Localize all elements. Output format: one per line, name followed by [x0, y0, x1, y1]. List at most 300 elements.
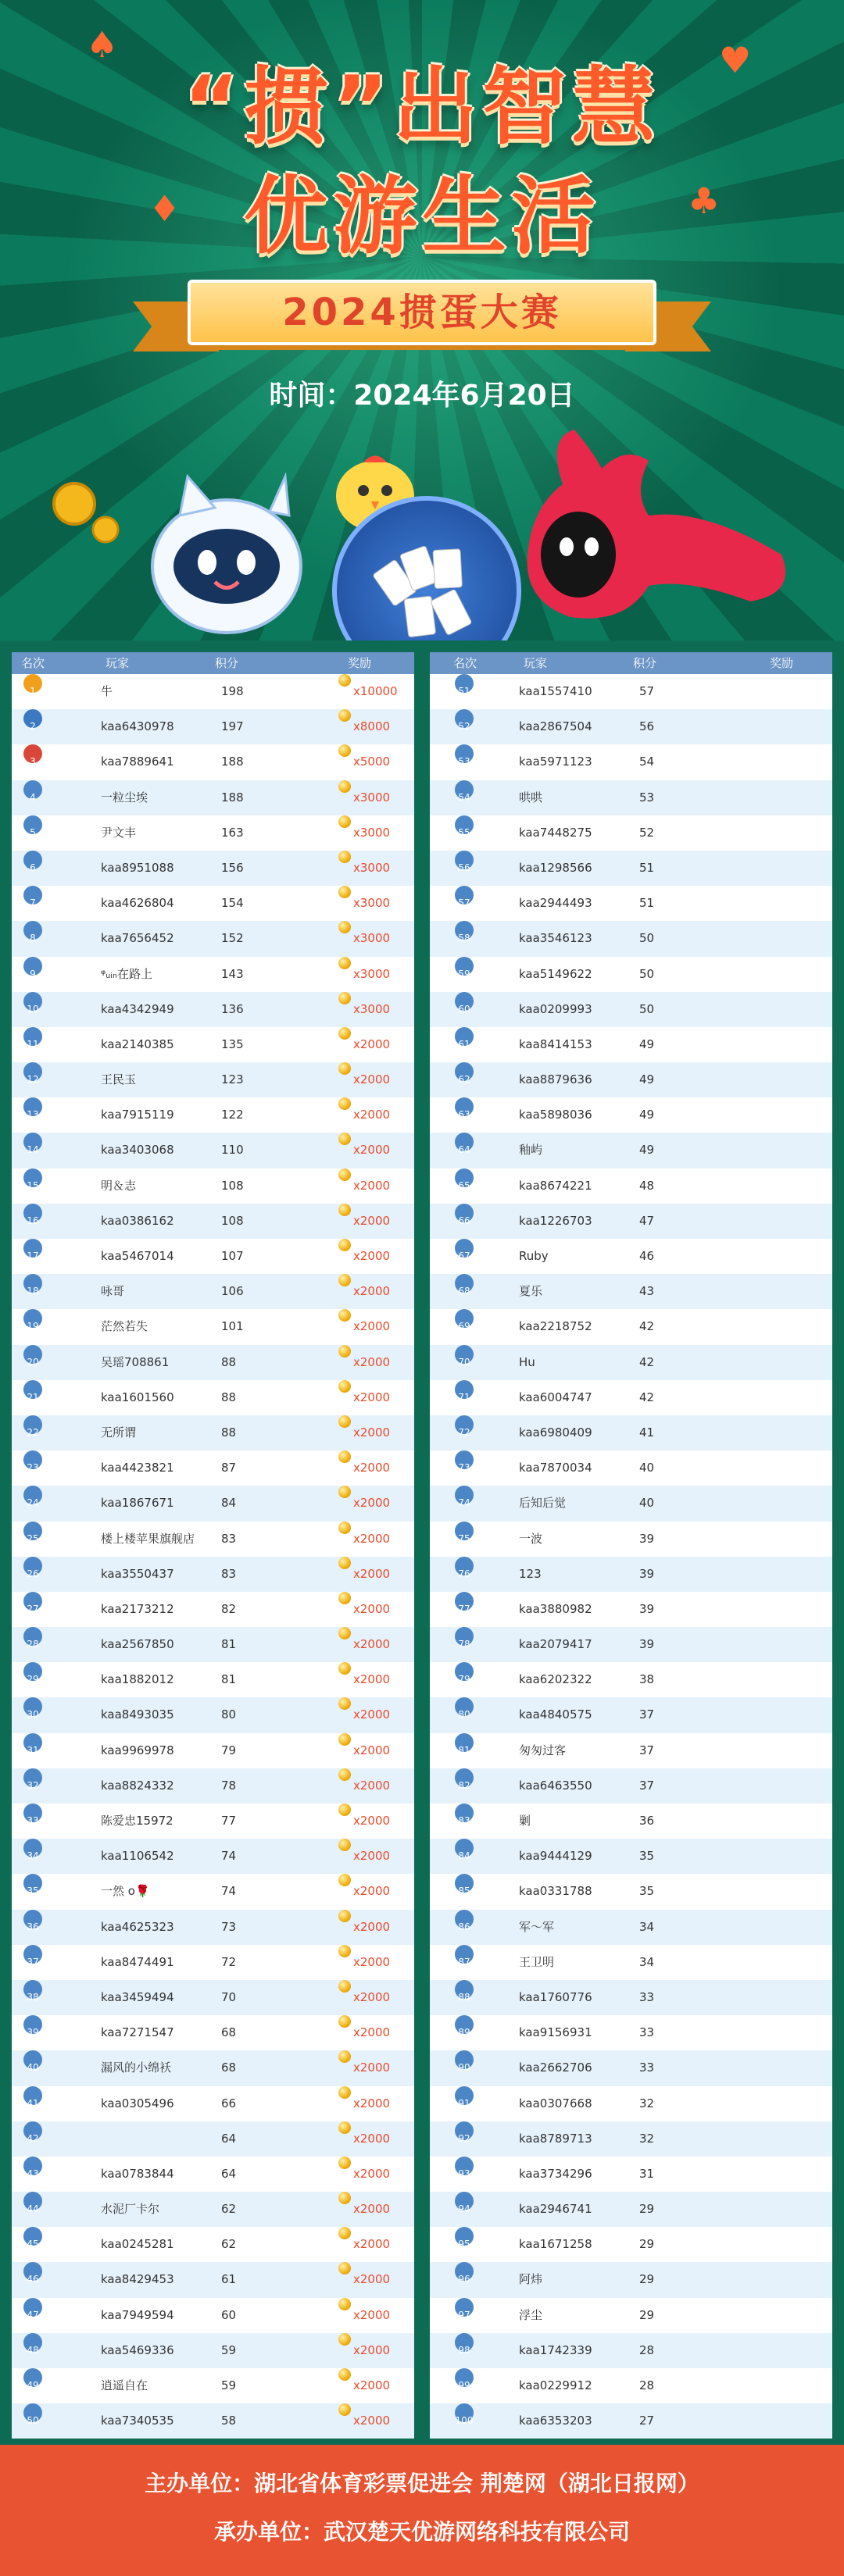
- table-row: [430, 1486, 832, 1521]
- table-row: [12, 2227, 414, 2262]
- score: 48: [639, 1178, 655, 1193]
- reward-amount: x2000: [353, 1496, 391, 1511]
- reward-amount: x2000: [353, 2096, 391, 2110]
- coin-icon: [338, 2121, 351, 2134]
- reward-amount: x2000: [353, 1390, 391, 1404]
- score: 27: [639, 2414, 655, 2428]
- score: 136: [221, 1001, 244, 1016]
- player-name: 咏哥: [101, 1284, 125, 1299]
- coin-icon: [338, 815, 351, 828]
- score: 54: [639, 755, 655, 769]
- player-name: kaa2944493: [519, 896, 592, 911]
- table-header: [430, 652, 832, 674]
- player-name: kaa4423821: [101, 1461, 174, 1475]
- rank-badge: 84: [455, 1839, 474, 1857]
- rank-badge: 65: [455, 1168, 474, 1187]
- player-name: 一波: [519, 1531, 543, 1546]
- coin-icon: [338, 992, 351, 1004]
- player-name: kaa0307668: [519, 2096, 592, 2110]
- reward-amount: x2000: [353, 1989, 391, 2004]
- reward-amount: x2000: [353, 2378, 391, 2392]
- player-name: 哄哄: [519, 790, 543, 805]
- table-row: [12, 2086, 414, 2121]
- reward-amount: x2000: [353, 2202, 391, 2217]
- player-name: 楼上楼苹果旗舰店: [101, 1531, 195, 1546]
- reward-amount: x2000: [353, 2307, 391, 2322]
- rank-badge: 24: [23, 1486, 42, 1504]
- score: 74: [221, 1849, 237, 1864]
- table-row: [430, 1274, 832, 1309]
- reward-amount: x2000: [353, 1707, 391, 1722]
- rank-badge: 36: [23, 1910, 42, 1928]
- table-row: [430, 1239, 832, 1274]
- reward-amount: x2000: [353, 1249, 391, 1263]
- player-name: kaa7656452: [101, 931, 174, 946]
- score: 64: [221, 2131, 237, 2146]
- player-name: 夏乐: [519, 1284, 543, 1299]
- rank-badge: 6: [23, 851, 42, 869]
- header-player: 玩家: [106, 656, 130, 670]
- player-name: kaa3880982: [519, 1601, 592, 1616]
- score: 34: [639, 1919, 655, 1934]
- rank-badge: 88: [455, 1980, 474, 1999]
- rank-badge: 92: [455, 2121, 474, 2140]
- table-row: [430, 2050, 832, 2085]
- score: 60: [221, 2307, 237, 2322]
- table-row: [12, 851, 414, 886]
- rank-badge: 11: [23, 1027, 42, 1046]
- score: 49: [639, 1036, 655, 1051]
- coin-icon: [338, 1697, 351, 1710]
- rank-badge: 51: [455, 674, 474, 693]
- score: 37: [639, 1778, 655, 1793]
- table-row: [12, 1768, 414, 1804]
- score: 143: [221, 966, 244, 981]
- table-row: [430, 1380, 832, 1415]
- banner: [0, 0, 844, 640]
- rank-badge: 47: [23, 2298, 42, 2317]
- table-row: [430, 1980, 832, 2015]
- coin-icon: [338, 2227, 351, 2239]
- table-row: [430, 1522, 832, 1557]
- table-row: [430, 1557, 832, 1592]
- player-name: 匆匆过客: [519, 1743, 567, 1757]
- coin-icon: [338, 1204, 351, 1216]
- rank-badge: 79: [455, 1662, 474, 1681]
- player-name: 水泥厂卡尔: [101, 2202, 160, 2217]
- table-row: [430, 744, 832, 780]
- event-title: 2024掼蛋大赛: [188, 280, 656, 345]
- table-row: [430, 1839, 832, 1874]
- table-row: [12, 2192, 414, 2227]
- coin-icon: [338, 2403, 351, 2416]
- header-player: 玩家: [524, 656, 548, 670]
- table-row: [430, 815, 832, 851]
- table-row: [12, 2403, 414, 2439]
- score: 83: [221, 1531, 237, 1546]
- player-name: kaa8951088: [101, 860, 174, 875]
- title-line-1: “掼”出智慧: [184, 59, 660, 156]
- table-row: [12, 1380, 414, 1415]
- rank-badge: 42: [23, 2121, 42, 2140]
- player-name: kaa7870034: [519, 1461, 592, 1475]
- score: 135: [221, 1036, 244, 1051]
- table-row: [430, 709, 832, 744]
- player-name: kaa1760776: [519, 1989, 592, 2004]
- player-name: 阿炜: [519, 2272, 543, 2287]
- table-row: [12, 1168, 414, 1204]
- rank-badge: 60: [455, 992, 474, 1011]
- rank-badge: 32: [23, 1768, 42, 1787]
- score: 106: [221, 1284, 244, 1299]
- score: 88: [221, 1425, 237, 1440]
- score: 107: [221, 1249, 244, 1263]
- score: 188: [221, 790, 244, 805]
- rank-badge: 3: [23, 744, 42, 763]
- table-row: [12, 2050, 414, 2085]
- player-name: kaa8674221: [519, 1178, 592, 1193]
- score: 80: [221, 1707, 237, 1722]
- score: 84: [221, 1496, 237, 1511]
- score: 28: [639, 2378, 655, 2392]
- reward-amount: x2000: [353, 1566, 391, 1581]
- rank-badge: 43: [23, 2157, 42, 2175]
- rank-badge: 93: [455, 2157, 474, 2175]
- rank-badge: 13: [23, 1097, 42, 1116]
- table-row: [430, 921, 832, 956]
- table-row: [430, 2262, 832, 2297]
- table-row: [12, 2262, 414, 2297]
- score: 72: [221, 1954, 237, 1969]
- table-row: [12, 1733, 414, 1768]
- score: 81: [221, 1637, 237, 1652]
- event-date: 时间：2024年6月20日: [269, 380, 575, 412]
- score: 47: [639, 1213, 655, 1228]
- rank-badge: 4: [23, 780, 42, 799]
- reward-amount: x2000: [353, 2414, 391, 2428]
- table-row: [12, 815, 414, 851]
- coin-icon: [338, 1450, 351, 1463]
- score: 33: [639, 1989, 655, 2004]
- table-row: [430, 2227, 832, 2262]
- title-line-2: 优游生活: [243, 168, 600, 266]
- player-name: kaa7949594: [101, 2307, 174, 2322]
- score: 35: [639, 1884, 655, 1899]
- table-row: [430, 1168, 832, 1204]
- rank-badge: 87: [455, 1945, 474, 1964]
- rank-badge: 14: [23, 1133, 42, 1151]
- rank-badge: 76: [455, 1557, 474, 1575]
- table-row: [430, 1062, 832, 1097]
- table-row: [12, 1592, 414, 1627]
- rank-badge: 69: [455, 1309, 474, 1328]
- player-name: kaa1298566: [519, 860, 592, 875]
- rank-badge: 37: [23, 1945, 42, 1964]
- score: 38: [639, 1672, 655, 1687]
- table-row: [12, 2121, 414, 2157]
- table-row: [12, 2298, 414, 2333]
- table-row: [12, 1486, 414, 1521]
- reward-amount: x2000: [353, 2237, 391, 2252]
- rank-badge: 25: [23, 1522, 42, 1540]
- table-row: [430, 2333, 832, 2368]
- rank-badge: 20: [23, 1345, 42, 1364]
- coin-icon: [338, 1309, 351, 1322]
- rank-badge: 72: [455, 1415, 474, 1434]
- score: 188: [221, 755, 244, 769]
- coin-icon: [338, 1839, 351, 1851]
- score: 33: [639, 2025, 655, 2040]
- score: 88: [221, 1354, 237, 1369]
- score: 29: [639, 2202, 655, 2217]
- footer: [0, 2445, 844, 2576]
- player-name: kaa7889641: [101, 755, 174, 769]
- reward-amount: x2000: [353, 1743, 391, 1757]
- rank-badge: 28: [23, 1627, 42, 1646]
- rank-badge: 30: [23, 1697, 42, 1716]
- diamond-icon: ♦: [148, 187, 181, 230]
- header-reward: 奖励: [770, 656, 794, 670]
- player-name: kaa5971123: [519, 755, 592, 769]
- score: 42: [639, 1390, 655, 1404]
- coin-icon: [338, 2050, 351, 2063]
- player-name: kaa7915119: [101, 1108, 174, 1122]
- score: 53: [639, 790, 655, 805]
- coin-icon: [338, 1804, 351, 1816]
- table-row: [430, 1133, 832, 1168]
- organizer-text: 主办单位：湖北省体育彩票促进会 荆楚网（湖北日报网）: [145, 2471, 699, 2496]
- coin-icon: [338, 921, 351, 933]
- table-row: [12, 744, 414, 780]
- heart-icon: ♥: [719, 39, 752, 81]
- score: 49: [639, 1072, 655, 1087]
- reward-amount: x3000: [353, 966, 391, 981]
- reward-amount: x2000: [353, 1108, 391, 1122]
- table-row: [12, 2157, 414, 2192]
- reward-amount: x2000: [353, 2272, 391, 2287]
- player-name: kaa9444129: [519, 1849, 592, 1864]
- score: 51: [639, 860, 655, 875]
- table-row: [12, 1133, 414, 1168]
- coin-icon: [338, 2262, 351, 2275]
- player-name: kaa8493035: [101, 1707, 174, 1722]
- rank-badge: 8: [23, 921, 42, 940]
- player-name: 漏风的小绵袄: [101, 2060, 172, 2075]
- coin-icon: [338, 2192, 351, 2204]
- rank-badge: 78: [455, 1627, 474, 1646]
- table-row: [430, 2368, 832, 2403]
- coin-icon: [338, 2368, 351, 2381]
- score: 59: [221, 2342, 237, 2357]
- player-name: kaa1557410: [519, 684, 592, 698]
- rank-badge: 52: [455, 709, 474, 728]
- player-name: 无所谓: [101, 1425, 137, 1440]
- table-row: [12, 921, 414, 956]
- rank-badge: 34: [23, 1839, 42, 1857]
- score: 123: [221, 1072, 244, 1087]
- coin-icon: [338, 1133, 351, 1145]
- table-row: [12, 709, 414, 744]
- player-name: kaa1671258: [519, 2237, 592, 2252]
- player-name: kaa8414153: [519, 1036, 592, 1051]
- player-name: kaa7448275: [519, 825, 592, 840]
- player-name: kaa8824332: [101, 1778, 174, 1793]
- score: 108: [221, 1178, 244, 1193]
- table-row: [430, 2157, 832, 2192]
- player-name: kaa1867671: [101, 1496, 174, 1511]
- reward-amount: x2000: [353, 1672, 391, 1687]
- header-score: 积分: [633, 656, 657, 670]
- table-row: [430, 1415, 832, 1450]
- player-name: kaa6202322: [519, 1672, 592, 1687]
- table-row: [430, 2298, 832, 2333]
- player-name: kaa0783844: [101, 2166, 174, 2181]
- reward-amount: x8000: [353, 719, 391, 734]
- score: 156: [221, 860, 244, 875]
- table-row: [12, 1945, 414, 1980]
- player-name: 茫然若失: [101, 1319, 148, 1334]
- score: 198: [221, 684, 244, 698]
- rank-badge: 90: [455, 2050, 474, 2069]
- table-row: [430, 1345, 832, 1380]
- reward-amount: x2000: [353, 1637, 391, 1652]
- reward-amount: x2000: [353, 1954, 391, 1969]
- player-name: kaa6980409: [519, 1425, 592, 1440]
- player-name: kaa2946741: [519, 2202, 592, 2217]
- coin-icon: [338, 1627, 351, 1639]
- score: 50: [639, 966, 655, 981]
- coin-icon: [338, 1380, 351, 1393]
- rank-badge: 12: [23, 1062, 42, 1081]
- score: 50: [639, 931, 655, 946]
- score: 35: [639, 1849, 655, 1864]
- player-name: kaa0245281: [101, 2237, 174, 2252]
- score: 39: [639, 1531, 655, 1546]
- coin-icon: [338, 1662, 351, 1675]
- coin-icon: [338, 780, 351, 793]
- table-row: [430, 2403, 832, 2439]
- rank-badge: 75: [455, 1522, 474, 1540]
- table-header: [12, 652, 414, 674]
- table-row: [12, 674, 414, 709]
- table-row: [12, 2333, 414, 2368]
- reward-amount: x2000: [353, 2342, 391, 2357]
- player-name: kaa8429453: [101, 2272, 174, 2287]
- rank-badge: 64: [455, 1133, 474, 1151]
- player-name: 逍遥自在: [101, 2378, 148, 2392]
- player-name: 后知后觉: [519, 1496, 567, 1511]
- reward-amount: x2000: [353, 1884, 391, 1899]
- coin-icon: [338, 1168, 351, 1181]
- score: 81: [221, 1672, 237, 1687]
- reward-amount: x2000: [353, 1531, 391, 1546]
- player-name: 浮尘: [519, 2307, 543, 2322]
- table-row: [430, 674, 832, 709]
- rank-badge: 31: [23, 1733, 42, 1752]
- score: 36: [639, 1814, 655, 1828]
- table-row: [12, 1027, 414, 1062]
- score: 77: [221, 1814, 237, 1828]
- player-name: kaa2218752: [519, 1319, 592, 1334]
- score: 62: [221, 2202, 237, 2217]
- score: 29: [639, 2307, 655, 2322]
- coin-icon: [338, 1592, 351, 1604]
- header-rank: 名次: [21, 656, 45, 670]
- rank-badge: 7: [23, 886, 42, 904]
- player-name: kaa6463550: [519, 1778, 592, 1793]
- rank-badge: 48: [23, 2333, 42, 2352]
- table-row: [12, 1415, 414, 1450]
- score: 101: [221, 1319, 244, 1334]
- score: 108: [221, 1213, 244, 1228]
- player-name: kaa5149622: [519, 966, 592, 981]
- player-name: kaa8789713: [519, 2131, 592, 2146]
- table-row: [430, 2192, 832, 2227]
- rank-badge: 71: [455, 1380, 474, 1399]
- player-name: kaa9969978: [101, 1743, 174, 1757]
- reward-amount: x2000: [353, 1354, 391, 1369]
- rank-badge: 18: [23, 1274, 42, 1293]
- table-row: [430, 1733, 832, 1768]
- player-name: 釉屿: [519, 1143, 543, 1158]
- reward-amount: x3000: [353, 825, 391, 840]
- rank-badge: 54: [455, 780, 474, 799]
- table-row: [430, 1627, 832, 1662]
- rank-badge: 33: [23, 1804, 42, 1822]
- coin-icon: [338, 1345, 351, 1358]
- rank-badge: 21: [23, 1380, 42, 1399]
- player-name: kaa3403068: [101, 1143, 174, 1158]
- player-name: kaa4626804: [101, 896, 174, 911]
- rank-badge: 95: [455, 2227, 474, 2246]
- score: 74: [221, 1884, 237, 1899]
- table-row: [12, 1309, 414, 1344]
- score: 88: [221, 1390, 237, 1404]
- score: 66: [221, 2096, 237, 2110]
- score: 29: [639, 2272, 655, 2287]
- player-name: 明＆志: [101, 1178, 137, 1193]
- undertaker-text: 承办单位：武汉楚天优游网络科技有限公司: [213, 2519, 630, 2545]
- player-name: kaa3734296: [519, 2166, 592, 2181]
- player-name: kaa1106542: [101, 1849, 174, 1864]
- rank-badge: 50: [23, 2403, 42, 2422]
- reward-amount: x2000: [353, 1284, 391, 1299]
- score: 73: [221, 1919, 237, 1934]
- reward-amount: x5000: [353, 755, 391, 769]
- player-name: kaa2079417: [519, 1637, 592, 1652]
- spade-icon: ♠: [86, 23, 119, 66]
- rank-badge: 70: [455, 1345, 474, 1364]
- score: 39: [639, 1566, 655, 1581]
- table-row: [430, 1945, 832, 1980]
- table-row: [430, 2015, 832, 2050]
- player-name: kaa2867504: [519, 719, 592, 734]
- table-row: [12, 2368, 414, 2403]
- score: 37: [639, 1707, 655, 1722]
- reward-amount: x3000: [353, 896, 391, 911]
- player-name: kaa1742339: [519, 2342, 592, 2357]
- score: 50: [639, 1001, 655, 1016]
- table-row: [12, 1274, 414, 1309]
- rank-badge: 80: [455, 1697, 474, 1716]
- player-name: 123: [519, 1566, 542, 1581]
- score: 56: [639, 719, 655, 734]
- player-name: kaa1226703: [519, 1213, 592, 1228]
- rank-badge: 49: [23, 2368, 42, 2387]
- rank-badge: 85: [455, 1874, 474, 1893]
- player-name: kaa4840575: [519, 1707, 592, 1722]
- table-row: [430, 1768, 832, 1804]
